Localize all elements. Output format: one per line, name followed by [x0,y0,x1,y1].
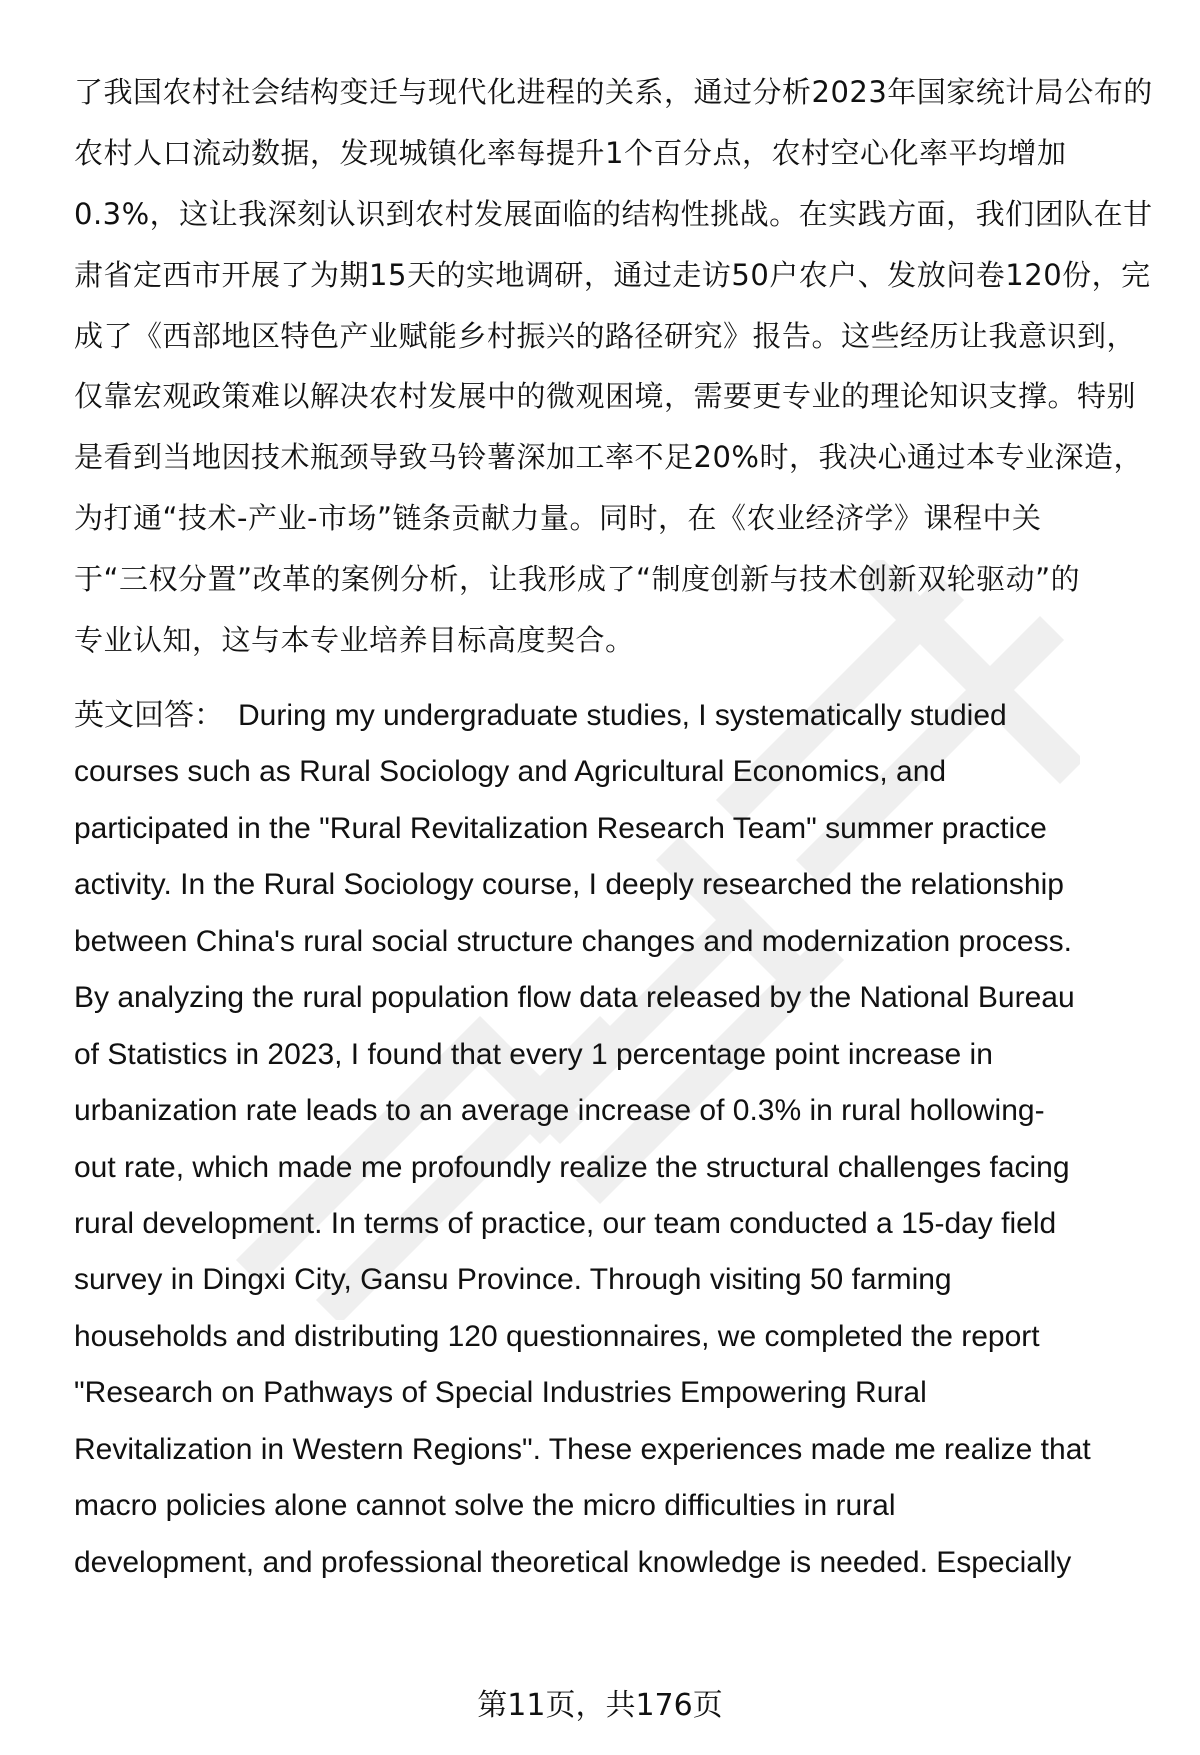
paragraph-line: By analyzing the rural population flow data released by the National Bureau [74,981,1075,1015]
paragraph-line: participated in the "Rural Revitalization Research Team" summer practice [74,811,1047,845]
paragraph-line: macro policies alone cannot solve the micro difficulties in rural [74,1489,896,1523]
paragraph-line: "Research on Pathways of Special Industries Empowering Rural [74,1376,927,1410]
paragraph-line: between China's rural social structure changes and modernization process. [74,924,1072,958]
paragraph-line: activity. In the Rural Sociology course, I deeply researched the relationship [74,868,1064,902]
paragraph-text: During my undergraduate studies, I systematically studied [238,699,1007,732]
paragraph-line: courses such as Rural Sociology and Agricultural Economics, and [74,755,947,789]
paragraph-line: 专业认知，这与本专业培养目标高度契合。 [74,623,635,658]
paragraph-line: 成了《西部地区特色产业赋能乡村振兴的路径研究》报告。这些经历让我意识到， [74,318,1137,353]
paragraph-line: 农村人口流动数据，发现城镇化率每提升1个百分点，农村空心化率平均增加 [74,135,1067,170]
paragraph-line: urbanization rate leads to an average increase of 0.3% in rural hollowing- [74,1094,1045,1128]
paragraph-line: 仅靠宏观政策难以解决农村发展中的微观困境，需要更专业的理论知识支撑。特别 [74,379,1137,414]
english-answer-paragraph [74,688,1154,1591]
paragraph-line: of Statistics in 2023, I found that every 1 percentage point increase in [74,1037,993,1071]
paragraph-line: 于“三权分置”改革的案例分析，让我形成了“制度创新与技术创新双轮驱动”的 [74,562,1081,597]
paragraph-line: rural development. In terms of practice, our team conducted a 15-day field [74,1206,1057,1240]
paragraph-line: 肃省定西市开展了为期15天的实地调研，通过走访50户农户、发放问卷120份，完 [74,257,1151,292]
paragraph-line: Revitalization in Western Regions". These experiences made me realize that [74,1432,1091,1466]
paragraph-line: households and distributing 120 questionnaires, we completed the report [74,1319,1040,1353]
chinese-answer-paragraph [74,62,1154,671]
paragraph-line: 0.3%，这让我深刻认识到农村发展面临的结构性挑战。在实践方面，我们团队在甘 [74,196,1153,231]
english-answer-label: 英文回答： [74,699,224,732]
paragraph-line: development, and professional theoretical knowledge is needed. Especially [74,1545,1072,1579]
paragraph-line: out rate, which made me profoundly realize the structural challenges facing [74,1150,1070,1184]
page-number-footer: 第11页，共176页 [477,1688,723,1723]
paragraph-line: 是看到当地因技术瓶颈导致马铃薯深加工率不足20%时，我决心通过本专业深造， [74,440,1143,475]
paragraph-line: 了我国农村社会结构变迁与现代化进程的关系，通过分析2023年国家统计局公布的 [74,75,1153,109]
paragraph-line [74,688,1154,744]
paragraph-line: 为打通“技术-产业-市场”链条贡献力量。同时，在《农业经济学》课程中关 [74,501,1042,536]
paragraph-line: survey in Dingxi City, Gansu Province. Through visiting 50 farming [74,1263,952,1297]
